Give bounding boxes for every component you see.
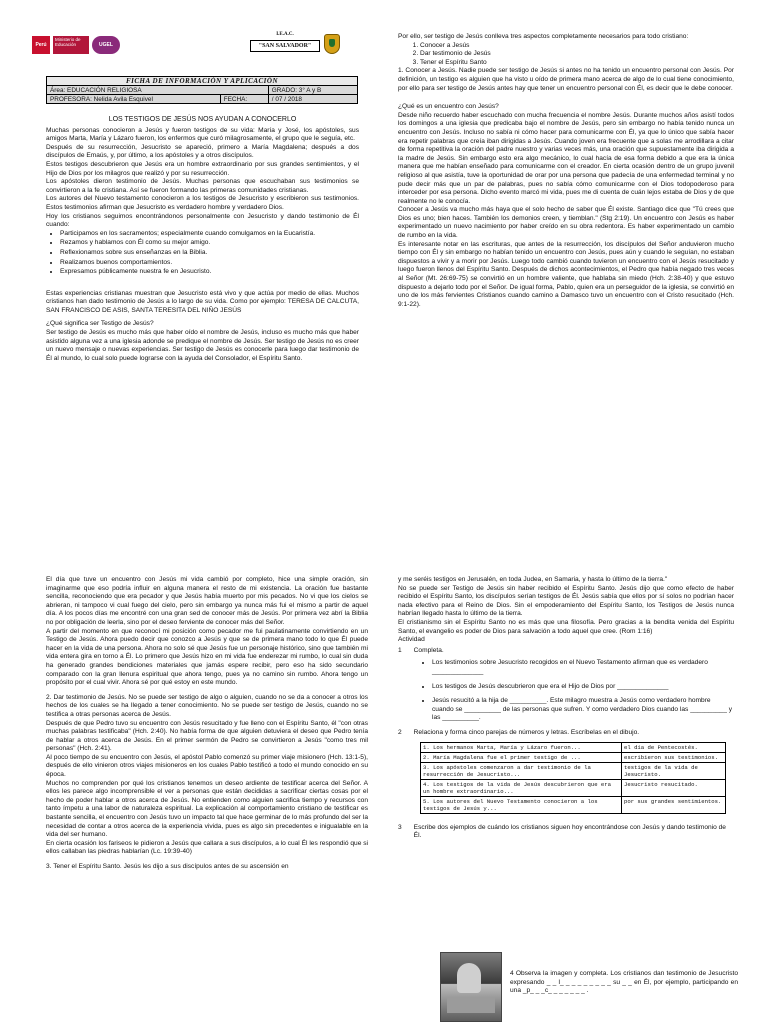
paragraph: Los apóstoles dieron testimonio de Jesús. Muchas personas que escuchaban sus testimonios se convirtieron a la fe cristiana. Así se fueron formando las primeras comunidades cristianas.	[46, 178, 359, 194]
match-left-cell: 1. Los hermanos Marta, María y Lázaro fueron...	[421, 742, 622, 752]
activity-number: 2	[398, 728, 402, 736]
match-right-cell: escribieron sus testimonios.	[622, 752, 726, 762]
page2-right-column	[398, 576, 734, 841]
ficha-profesora: PROFESORA: Nelida Avila Esquivel	[47, 95, 221, 104]
ficha-fecha-value: / 07 / 2018	[268, 95, 357, 104]
ficha-table	[46, 76, 358, 104]
ugel-logo: UGEL	[92, 36, 120, 54]
paragraph: 2. Dar testimonio de Jesús. No se puede ser testigo de algo o alguien, cuando no se da a conocer a otros los hechos de los cuales se ha llegado a tener conocimiento. No se puede ser testigo de Jesús, cuando no se testifica a otras personas acerca de Jesús.	[46, 693, 368, 718]
paragraph: El día que tuve un encuentro con Jesús mi vida cambió por completo, hice una simple oración, sin imaginarme que eso podría influir en alguna manera el resto de mi existencia. La oración fue bastante sencilla, reconociendo que era pecador y que Jesús había muerto por mis pecados. No vi que los cielos se abrieran, ni tampoco vi cual fuego del cielo, pero sin embargo ya nunca más fui el mismo a partir de aquel día. A los pocos días me encontré con una gran sed de conocer más de Jesús. Por primera vez abrí la Biblia no por obligación de leerla, sino por el deseo ferviente de conocer más del Señor.	[46, 576, 368, 626]
ministry-logo	[32, 34, 142, 56]
school-name-box	[250, 32, 320, 58]
paragraph: Estos testigos descubrieron que Jesús era un hombre extraordinario por sus grandes sentimientos, y el Hijo de Dios por los milagros que realizó y por su resurrección.	[46, 160, 359, 177]
activity-instruction: Completa.	[413, 646, 444, 654]
activity-number: 1	[398, 646, 402, 654]
list-item: • Rezamos y hablamos con Él como su mejor amigo.	[60, 239, 359, 248]
matching-table	[420, 742, 726, 814]
ficha-title: FICHA DE INFORMACIÓN Y APLICACIÓN	[47, 77, 358, 86]
ficha-grado: GRADO: 3° A y B	[268, 86, 357, 95]
ministerio-logo-text: Ministerio de Educación	[53, 36, 89, 54]
activity-number: 3	[398, 823, 402, 831]
activity-instruction: 4 Observa la imagen y completa. Los cristianos dan testimonio de Jesucristo expresando _ _ l_ _ _ _ _ _ _ _ _ su _ _ en Él, por ejemplo, participando en una _p_ _ _c_ _ _ _ _ _ _ .	[510, 970, 738, 995]
paragraph: Hoy los cristianos seguimos encontrándonos personalmente con Jesucristo y dando testimonio de Él cuando:	[46, 212, 359, 229]
activity-photo	[440, 952, 502, 1022]
list-item: • Expresamos públicamente nuestra fe en Jesucristo.	[60, 268, 359, 277]
match-right-cell: Jesucristo resucitado.	[622, 779, 726, 796]
list-item: 3. Tener el Espíritu Santo	[420, 59, 734, 68]
activity-3	[398, 824, 734, 841]
ficha-area: Área: EDUCACIÓN RELIGIOSA	[47, 86, 269, 95]
activity-instruction: Relaciona y forma cinco parejas de números y letras. Escríbelas en el dibujo.	[413, 728, 640, 736]
paragraph: Muchos no comprenden por qué los cristianos tenemos un deseo ardiente de testificar acerca del Señor. A ellos les parece algo incomprensible el ver a personas que están decididas a sacrificar ciertas cosas por el hecho de poder hablar a otros acerca de Jesús. No entienden como alguien sacrifica tiempo y recursos con tanto ímpetu a una labor de naturaleza espiritual. La explicación al comportamiento cristiano de testificar es bastante sencilla, el encuentro con Jesús tuvo un impacto tal que hace germinar de lo más profundo del ser la necesidad de contar a otros acerca de la experiencia vivida, pues es algo sin precedentes e inigualable en la vida del ser humano.	[46, 779, 368, 839]
page1-left-column	[46, 116, 359, 363]
question-heading: ¿Qué significa ser Testigo de Jesús?	[46, 320, 154, 328]
completion-item: • Los testimonios sobre Jesucristo recogidos en el Nuevo Testamento afirman que es verdadero ______________	[432, 659, 734, 676]
paragraph: Ser testigo de Jesús es mucho más que haber oído el nombre de Jesús, incluso es mucho más que haber asistido alguna vez a una iglesia adonde se predique el nombre de Jesús. Ser testigo de Jesús no es creer un nuevo mensaje o nuevas experiencias. Ser testigo de Jesús es conocerle para luego dar testimonio de Él al mundo, lo cual solo puede lograrse con la ayuda del Consolador, el Espíritu Santo.	[46, 329, 359, 362]
paragraph: y me seréis testigos en Jerusalén, en toda Judea, en Samaria, y hasta lo último de la tierra."	[398, 576, 668, 583]
school-crest-icon	[324, 34, 340, 54]
match-right-cell: el día de Pentecostés.	[622, 742, 726, 752]
paragraph: Después de que Pedro tuvo su encuentro con Jesús resucitado y fue lleno con el Espíritu Santo, él "con otras muchas palabras testificaba" (Hch. 2:40). No había forma de que alguien detuviera el deseo que Pedro tenía de hablar a otros acerca de Jesús. En el primer sermón de Pedro se convirtieron a Jesús "como tres mil personas" (Hch. 2:41).	[46, 719, 368, 753]
paragraph: A partir del momento en que reconocí mi posición como pecador me fui paulatinamente convirtiendo en un Testigo de Jesús. Ahora puedo decir que conozco a Jesús y que se de primera mano todo lo que Él puede hacer en la vida de una persona. Ahora no solo sé que Jesús fue un personaje histórico, sino que también mi vida entera gira en torno a Él. Lo primero que Jesús hizo en mi vida fue enderezar mi rumbo, lo cual sin duda ha generado grandes bendiciones materiales que jamás espere recibir, pero eso ha sido secundario comparado con la gran llenura espiritual que ahora tengo, pues ya no camino sin rumbo. Ahora tengo un propósito por el cual vivir. Ahora sé por qué estoy en este mundo.	[46, 627, 368, 687]
match-right-cell: por sus grandes sentimientos.	[622, 796, 726, 813]
page2-left-column	[46, 576, 368, 872]
activity-1	[398, 647, 734, 656]
match-right-cell: testigos de la vida de Jesucristo.	[622, 762, 726, 779]
paragraph: 1. Conocer a Jesús. Nadie puede ser testigo de Jesús si antes no ha tenido un encuentro personal con Jesús. Por definición, un testigo es alguien que ha visto u oído de primera mano acerca de algo de lo cual tiene conocimiento, por ello para ser testigo de Jesús antes hay que tener un encuentro personal con Él, es decir que le debe conocer.	[398, 67, 734, 92]
section-title: LOS TESTIGOS DE JESÚS NOS AYUDAN A CONOCERLO	[108, 116, 297, 123]
activity-2	[398, 729, 734, 738]
list-item: 2. Dar testimonio de Jesús	[420, 50, 734, 59]
paragraph: Es interesante notar en las escrituras, que antes de la resurrección, los discípulos del Señor anduvieron mucho tiempo con Él y sin embargo no habían tenido un encuentro con Jesús, pues aún y cuando le seguían, no estaban dispuestos a vivir y a morir por Jesús. Luego todo cambió cuando tuvieron un encuentro con el Jesús resucitado y luego fueron llenos del Espíritu Santo. Después de dichos acontecimientos, el Pedro que había negado tres veces al Señor (Mt. 26:69-75) se convirtió en un hombre valiente, que hablaba sin miedo (Hch. 2:38-40) y que estuvo dispuesto a dejarlo todo por el Señor. De igual forma, Pablo, quien era un perseguidor de la iglesia, se convirtió en uno de los más fervientes Cristianos cuando camino a Damasco tuvo un encuentro con el Cristo resucitado (Hch. 9:1-22).	[398, 240, 734, 308]
match-left-cell: 5. Los autores del Nuevo Testamento conocieron a los testigos de Jesús y...	[421, 796, 622, 813]
activity-4	[510, 970, 738, 996]
paragraph: 3. Tener el Espíritu Santo. Jesús les dijo a sus discípulos antes de su ascensión en	[46, 863, 289, 870]
completion-item: • Jesús resucitó a la hija de __________. Este milagro muestra a Jesús como verdadero hombre cuando se __________ de las personas que sufren. Y como verdadero Dios cuando las __________ y las __________.	[432, 697, 734, 723]
peru-flag-icon: Perú	[32, 36, 50, 54]
aspects-list	[398, 42, 734, 68]
activity-heading: Actividad	[398, 636, 425, 644]
paragraph: El cristianismo sin el Espíritu Santo no es más que una filosofía. Pero gracias a la bendita venida del Espíritu Santo, el evangelio es poder de Dios para salvación a todo aquel que cree. (Rom 1:16)	[398, 618, 734, 635]
paragraph: Muchas personas conocieron a Jesús y fueron testigos de su vida: María y José, los apóstoles, sus amigos Marta, María y Lázaro fueron, los enfermos que curó milagrosamente, el grupo que le seguía, etc.	[46, 126, 359, 143]
list-item: 1. Conocer a Jesús	[420, 42, 734, 51]
list-item: • Reflexionamos sobre sus enseñanzas en la Biblia.	[60, 249, 359, 258]
completion-list	[398, 659, 734, 723]
paragraph: No se puede ser Testigo de Jesús sin haber recibido el Espíritu Santo. Jesús dijo que como efecto de haber recibido el Espíritu Santo, los discípulos serían testigos de Él. Jesús sabía que ellos por sí solos no podrían hacer nada efectivo para el Reino de Dios. Sin el empoderamiento del Espíritu Santo, los Testigos de Jesús nunca habrían llegado hasta lo último de la tierra.	[398, 584, 734, 618]
school-ie: I.E.A.C.	[276, 32, 294, 37]
activity-instruction: Escribe dos ejemplos de cuándo los cristianos siguen hoy encontrándose con Jesús y dando testimonio de Él.	[413, 823, 726, 840]
paragraph: Después de su resurrección, Jesucristo se apareció, primero a María Magdalena; después a dos discípulos de Emaús, y, por último, a los apóstoles y a otros discípulos.	[46, 143, 359, 160]
paragraph: Desde niño recuerdo haber escuchado con mucha frecuencia el nombre Jesús. Durante muchos años asistí todos los domingos a una iglesia que predicaba bajo el nombre de Jesús, pero sin embargo no había tenido nunca un encuentro con Jesús. Incluso no sabía ni cómo hacer para comunicarme con Él, ya que lo único que sabía hacer era repetir palabras que creía iban dirigidas a Jesús. Cuando joven era frecuente que a solas me arrodillara a citar de forma repetitiva la oración del padre nuestro y varias veces más, una oración que supuestamente iba dirigida a la madre de Jesús. Sin embargo esto era algo mecánico, lo cual hacía de esa forma debido a que era la única manera que me habían enseñado para comunicarme con el creador. En cierta ocasión dentro de un grupo juvenil religioso al que asistía, tuve la oportunidad de orar por una persona que padecía de una enfermedad terminal y no pude decir más que un par de palabras, pues no sabía cómo comunicarme con el Dios todopoderoso para interceder por esa persona. Dicho evento marcó mi vida, pues me di cuenta de cuán lejos estaba de Dios y de que realmente no le conocía.	[398, 111, 734, 205]
completion-item: • Los testigos de Jesús descubrieron que era el Hijo de Dios por ______________	[432, 683, 734, 692]
list-item: • Realizamos buenos comportamientos.	[60, 259, 359, 268]
bullet-list	[46, 230, 359, 277]
paragraph: Los autores del Nuevo testamento conocieron a los testigos de Jesucristo y escribieron sus testimonios. Estos testimonios afirman que Jesucristo es verdadero hombre y verdadero Dios.	[46, 195, 359, 211]
list-item: • Participamos en los sacramentos; especialmente cuando comulgamos en la Eucaristía.	[60, 230, 359, 239]
paragraph: Al poco tiempo de su encuentro con Jesús, el apóstol Pablo comenzó su primer viaje misionero (Hch. 13:1-5), después de ello vinieron otros viajes misioneros en los cuales Pablo testificó a todo el mundo conocido en su época.	[46, 753, 368, 779]
paragraph: Conocer a Jesús va mucho más haya que el solo hecho de saber que Él existe. Santiago dice que "Tú crees que Dios es uno; bien haces. También los demonios creen, y tiemblan." (Stg 2:19). Un encuentro con Jesús es haber experimentado un nuevo nacimiento por haber creído en su obra redentora. Es haber experimentado un cambio de rumbo en la vida.	[398, 206, 734, 240]
paragraph: Por ello, ser testigo de Jesús conlleva tres aspectos completamente necesarios para todo cristiano:	[398, 33, 689, 40]
ficha-fecha-label: FECHA:	[220, 95, 268, 104]
paragraph: Estas experiencias cristianas muestran que Jesucristo está vivo y que actúa por medio de ellas. Muchos cristianos han dado testimonio de Jesús a lo largo de su vida. Como por ejemplo: TERESA DE CALCUTA, SAN FRANCISCO DE ASIS, SANTA TERESITA DEL NIÑO JESÚS	[46, 289, 359, 314]
paragraph: En cierta ocasión los fariseos le pidieron a Jesús que callara a sus discípulos, a lo cual Él les respondió que si ellos callaban las piedras hablarían (Lc. 19:39-40)	[46, 839, 368, 856]
match-left-cell: 4. Los testigos de la vida de Jesús descubrieron que era un hombre extraordinario...	[421, 779, 622, 796]
match-left-cell: 3. Los apóstoles comenzaron a dar testimonio de la resurrección de Jesucristo...	[421, 762, 622, 779]
question-heading: ¿Qué es un encuentro con Jesús?	[398, 103, 499, 111]
school-name: "SAN SALVADOR"	[250, 40, 320, 52]
match-left-cell: 2. María Magdalena fue el primer testigo de ...	[421, 752, 622, 762]
page1-right-column	[398, 33, 734, 309]
